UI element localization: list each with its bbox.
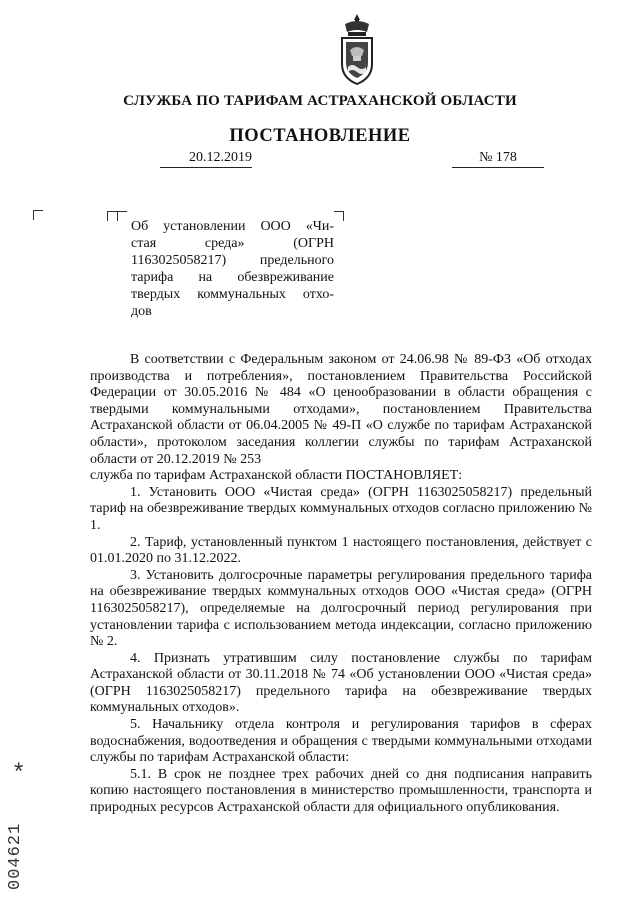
document-date: 20.12.2019: [160, 150, 252, 168]
margin-asterisk: *: [14, 758, 24, 785]
corner-mark: [33, 210, 43, 220]
body-paragraph: 5. Начальнику отдела контроля и регулирования тарифов в сферах водоснабжения, водоотведения и обращения с твердыми коммунальными отходами службы по тарифам Астраханской области:: [90, 717, 592, 766]
corner-mark: [117, 211, 127, 221]
corner-mark: [107, 211, 117, 221]
corner-mark: [334, 211, 344, 221]
agency-name: СЛУЖБА ПО ТАРИФАМ АСТРАХАНСКОЙ ОБЛАСТИ: [123, 93, 517, 109]
document-type-heading: ПОСТАНОВЛЕНИЕ: [229, 126, 411, 146]
margin-serial-number: 004621: [6, 822, 25, 890]
body-paragraph: В соответствии с Федеральным законом от 24.06.98 № 89-ФЗ «Об отходах производства и потребления», постановлением Правительства Российской Федерации от 30.05.2016 № 484 «О ценообразовании в области обращения с твердыми коммунальными отходами», постановлением Правительства Астраханской области от 06.04.2005 № 49-П «О службе по тарифам Астраханской области», протоколом заседания коллегии службы по тарифам Астраханской области от 20.12.2019 № 253: [90, 352, 592, 467]
title-line: 1163025058217) предельного: [131, 253, 334, 268]
body-paragraph: 3. Установить долгосрочные параметры регулирования предельного тарифа на обезвреживание твердых коммунальных отходов ООО «Чистая среда» (ОГРН 1163025058217), определяемые на долгосрочный период регулирования при установлении тарифа с использованием метода индексации, согласно приложению № 2.: [90, 567, 592, 650]
body-paragraph: 5.1. В срок не позднее трех рабочих дней со дня подписания направить копию настоящего постановления в министерство промышленности, транспорта и природных ресурсов Астраханской области для официального опубликования.: [90, 766, 592, 816]
title-line: тарифа на обезвреживание: [131, 270, 334, 285]
document-number: № 178: [452, 150, 544, 168]
document-title: [131, 218, 334, 320]
document-body: [90, 352, 592, 817]
body-paragraph: 2. Тариф, установленный пунктом 1 настоящего постановления, действует с 01.01.2020 по 31.12.2022.: [90, 534, 592, 567]
title-line: дов: [131, 304, 152, 319]
body-paragraph: 1. Установить ООО «Чистая среда» (ОГРН 1163025058217) предельный тариф на обезвреживание твердых коммунальных отходов согласно приложению № 1.: [90, 484, 592, 533]
body-paragraph: 4. Признать утратившим силу постановление службы по тарифам Астраханской области от 30.11.2018 № 74 «Об установлении ООО «Чистая среда» (ОГРН 1163025058217) предельного тарифа на обезвреживание твердых коммунальных отходов».: [90, 650, 592, 716]
coat-of-arms-emblem: [334, 12, 380, 88]
title-line: Об установлении ООО «Чи-: [131, 219, 334, 234]
resolution-clause: служба по тарифам Астраханской области ПОСТАНОВЛЯЕТ:: [90, 468, 463, 484]
title-line: твердых коммунальных отхо-: [131, 287, 334, 302]
title-line: стая среда» (ОГРН: [131, 236, 334, 251]
